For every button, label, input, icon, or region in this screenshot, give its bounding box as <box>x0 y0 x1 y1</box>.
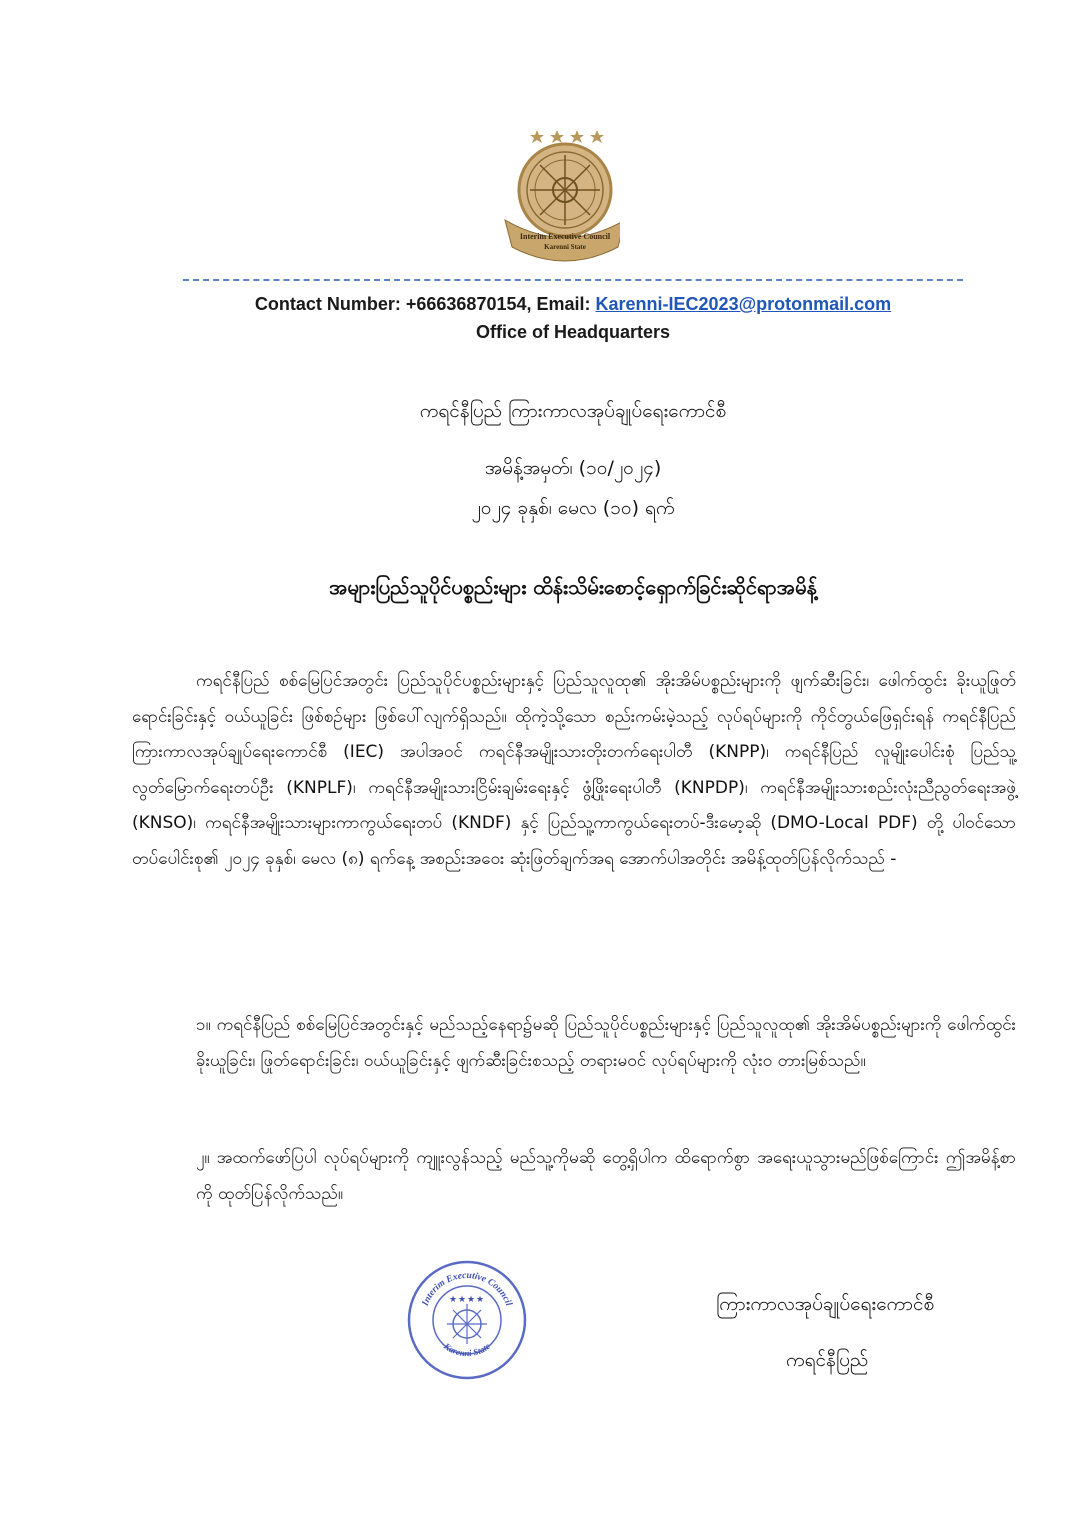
contact-label: Contact Number: +66636870154, Email: <box>254 294 596 314</box>
logo-text-line1: Interim Executive Council <box>519 232 611 241</box>
office-title: Office of Headquarters <box>475 322 671 342</box>
order-item-1: ၁။ ကရင်နီပြည် စစ်မြေပြင်အတွင်းနှင့် မည်သည့်နေရာ၌မဆို ပြည်သူပိုင်ပစ္စည်းများနှင့် ပြည်သူလူထု၏ အိုးအိမ်ပစ္စည်းများကို ဖေါက်ထွင်း ခိုးယူခြင်း၊ ဖြုတ်ရောင်းခြင်း၊ ဝယ်ယူခြင်းနှင့် ဖျက်ဆီးခြင်းစသည့် တရားမဝင် လုပ်ရပ်များကို လုံးဝ တားမြစ်သည်။ <box>196 1015 1016 1071</box>
body-paragraph: ကရင်နီပြည် စစ်မြေပြင်အတွင်း ပြည်သူပိုင်ပစ္စည်းများနှင့် ပြည်သူလူထု၏ အိုးအိမ်ပစ္စည်းများကို ဖျက်ဆီးခြင်း၊ ဖေါက်ထွင်း ခိုးယူဖြုတ်ရောင်းခြင်းနှင့် ဝယ်ယူခြင်း ဖြစ်စဉ်များ ဖြစ်ပေါ်လျက်ရှိသည်။ ထိုကဲ့သို့သော စည်းကမ်းမဲ့သည့် လုပ်ရပ်များကို ကိုင်တွယ်ဖြေရှင်းရန် ကရင်နီပြည် ကြားကာလအုပ်ချုပ်ရေးကောင်စီ (IEC) အပါအဝင် ကရင်နီအမျိုးသားတိုးတက်ရေးပါတီ (KNPP)၊ ကရင်နီပြည် လူမျိုးပေါင်းစုံ ပြည်သူ့လွတ်မြောက်ရေးတပ်ဦး (KNPLF)၊ ကရင်နီအမျိုးသားငြိမ်းချမ်းရေးနှင့် ဖွံ့ဖြိုးရေးပါတီ (KNPDP)၊ ကရင်နီအမျိုးသားစည်းလုံးညီညွတ်ရေးအဖွဲ့ (KNSO)၊ ကရင်နီအမျိုးသားများကာကွယ်ရေးတပ် (KNDF) နှင့် ပြည်သူ့ကာကွယ်ရေးတပ်-ဒီးမော့ဆို (DMO-Local PDF) တို့ ပါဝင်သော တပ်ပေါင်းစု၏ ၂၀၂၄ ခုနှစ်၊ မေလ (၈) ရက်နေ့ အစည်းအဝေး ဆုံးဖြတ်ချက်အရ အောက်ပါအတိုင်း အမိန့်ထုတ်ပြန်လိုက်သည် - <box>132 671 1016 869</box>
email-link[interactable]: Karenni-IEC2023@protonmail.com <box>595 294 892 314</box>
svg-text:★: ★ <box>449 1295 458 1305</box>
iec-karenni-logo-icon <box>490 125 620 275</box>
svg-text:★: ★ <box>458 1295 467 1305</box>
signature-line-1: ကြားကာလအုပ်ချုပ်ရေးကောင်စီ <box>716 1293 935 1315</box>
seal-text-bottom: Karenni State <box>442 1340 492 1359</box>
svg-text:★: ★ <box>467 1295 476 1305</box>
svg-text:★: ★ <box>476 1295 485 1305</box>
logo-text-line2: Karenni State <box>544 243 586 251</box>
seal-text-top: Interim Executive Council <box>420 1270 514 1308</box>
order-number: အမိန့်အမှတ်၊ (၁၀/၂၀၂၄) <box>484 457 662 479</box>
signature-line-2: ကရင်နီပြည် <box>786 1349 869 1371</box>
contact-line <box>0 294 1080 315</box>
document-title: အများပြည်သူပိုင်ပစ္စည်းများ ထိန်းသိမ်းစောင့်ရှောက်ခြင်းဆိုင်ရာအမိန့် <box>329 575 817 599</box>
organization-name: ကရင်နီပြည် ကြားကာလအုပ်ချုပ်ရေးကောင်စီ <box>419 400 727 422</box>
order-item-2: ၂။ အထက်ဖော်ပြပါ လုပ်ရပ်များကို ကျူးလွန်သည့် မည်သူ့ကိုမဆို တွေ့ရှိပါက ထိရောက်စွာ အရေးယူသွားမည်ဖြစ်ကြောင်း ဤအမိန့်စာကို ထုတ်ပြန်လိုက်သည်။ <box>196 1148 1016 1204</box>
header-divider <box>183 279 963 281</box>
order-date: ၂၀၂၄ ခုနှစ်၊ မေလ (၁၀) ရက် <box>471 497 675 519</box>
iec-seal-icon <box>405 1258 529 1382</box>
